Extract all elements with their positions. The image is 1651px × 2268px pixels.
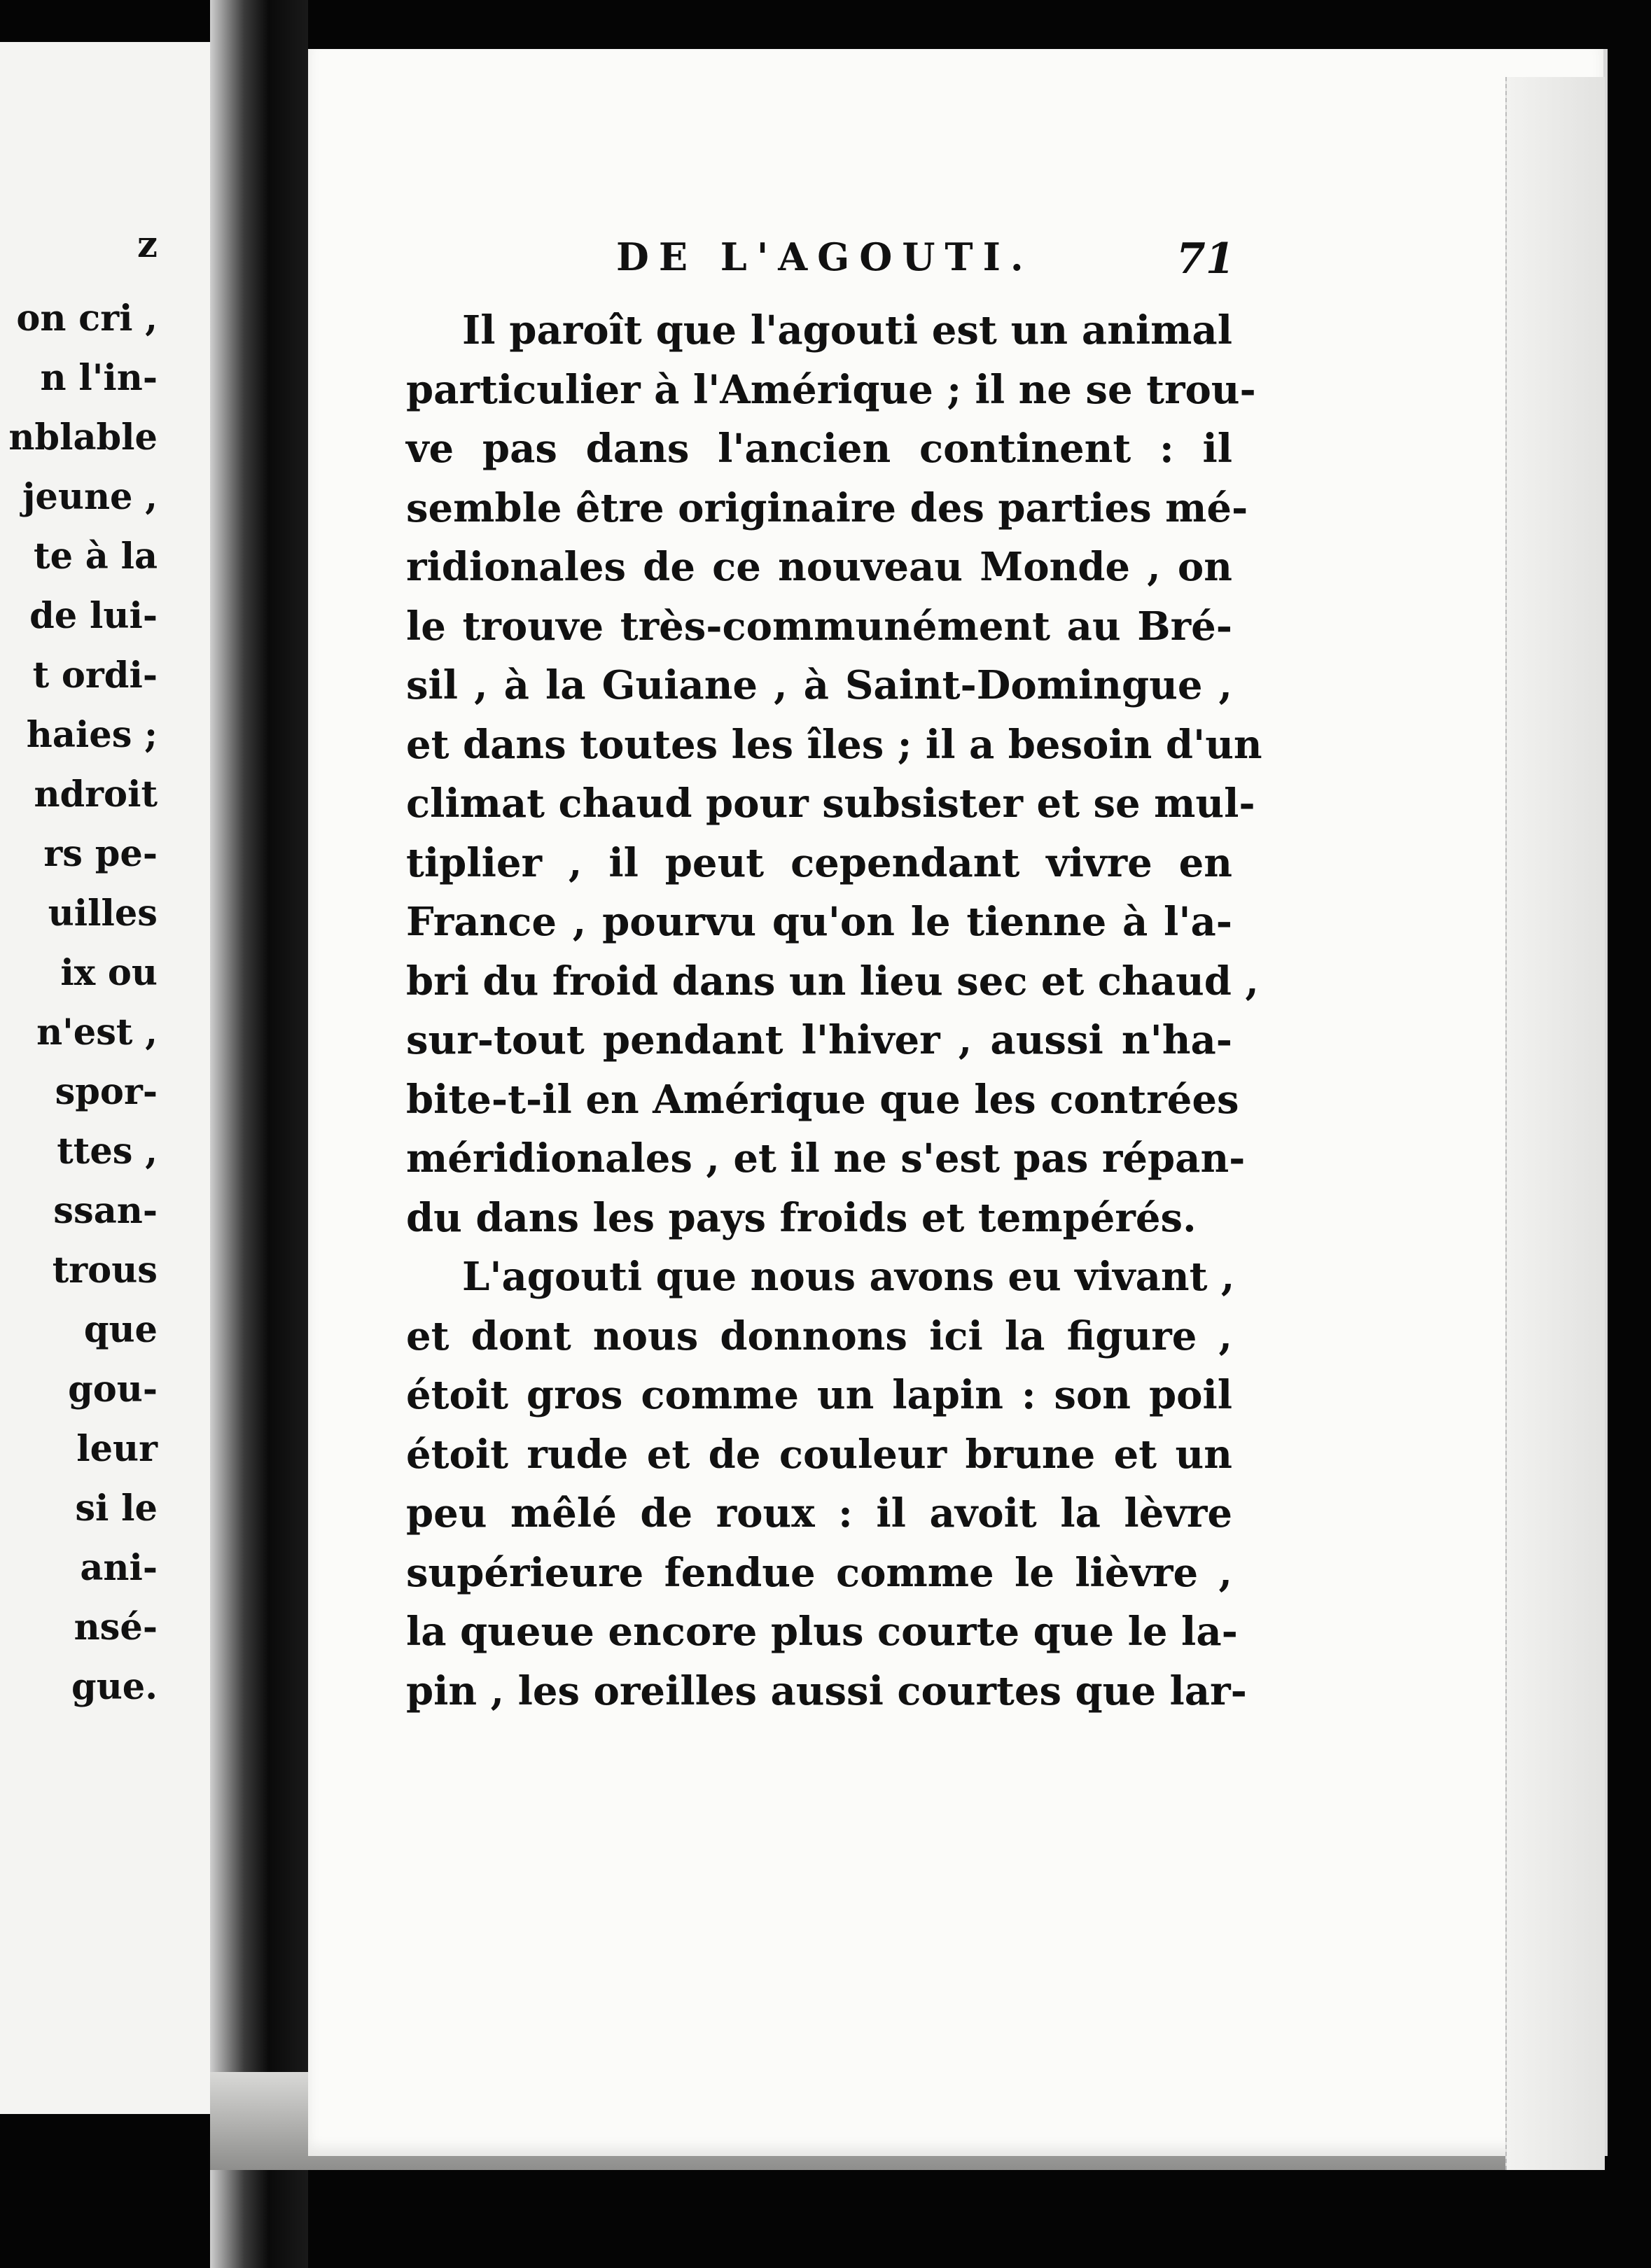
text-line: ve pas dans l'ancien continent : il xyxy=(406,426,1232,472)
fragment-line: on cri , xyxy=(16,298,158,340)
text-line: du dans les pays froids et tempérés. xyxy=(406,1194,1197,1241)
running-head: DE L'AGOUTI. xyxy=(616,234,1033,279)
fragment-line: ndroit xyxy=(34,774,158,816)
text-line: semble être originaire des parties mé- xyxy=(406,484,1248,531)
fragment-line: leur xyxy=(76,1428,158,1470)
page-edge xyxy=(1505,77,1605,2170)
text-line: bri du froid dans un lieu sec et chaud , xyxy=(406,958,1259,1004)
text-line: peu mêlé de roux : il avoit la lèvre xyxy=(406,1490,1232,1536)
fragment-line: trous xyxy=(52,1250,158,1292)
text-line: particulier à l'Amérique ; il ne se trou- xyxy=(406,366,1256,413)
fragment-line: nsé- xyxy=(74,1606,158,1648)
text-line: climat chaud pour subsister et se mul- xyxy=(406,780,1255,827)
fragment-line: ani- xyxy=(80,1547,158,1589)
book-gutter xyxy=(210,0,308,2268)
text-line: sil , à la Guiane , à Saint-Domingue , xyxy=(406,662,1232,708)
text-line: France , pourvu qu'on le tienne à l'a- xyxy=(406,899,1232,945)
text-line: la queue encore plus courte que le la- xyxy=(406,1609,1238,1655)
text-line: pin , les oreilles aussi courtes que lar- xyxy=(406,1667,1247,1714)
fragment-line: ix ou xyxy=(60,952,158,994)
text-line: Il paroît que l'agouti est un animal xyxy=(462,307,1232,354)
text-line: supérieure fendue comme le lièvre , xyxy=(406,1549,1232,1596)
fragment-line: si le xyxy=(75,1488,158,1530)
fragment-line: jeune , xyxy=(22,476,158,518)
fragment-line: n'est , xyxy=(36,1011,158,1054)
fragment-line: gue. xyxy=(71,1666,158,1708)
fragment-line: spor- xyxy=(55,1071,158,1113)
fragment-line: haies ; xyxy=(26,714,158,756)
text-line: et dont nous donnons ici la figure , xyxy=(406,1312,1232,1359)
fragment-line: de lui- xyxy=(29,595,158,637)
fragment-line: gou- xyxy=(68,1368,158,1410)
body-text xyxy=(406,301,1262,1721)
text-line: ridionales de ce nouveau Monde , on xyxy=(406,544,1232,590)
text-line: le trouve très-communément au Bré- xyxy=(406,603,1232,650)
text-line: bite-t-il en Amérique que les contrées xyxy=(406,1076,1239,1123)
text-line: sur-tout pendant l'hiver , aussi n'ha- xyxy=(406,1017,1232,1063)
fragment-line: t ordi- xyxy=(32,654,158,696)
page-header xyxy=(616,234,1246,290)
fragment-line: uilles xyxy=(48,892,158,934)
text-line: étoit rude et de couleur brune et un xyxy=(406,1431,1232,1478)
fragment-line: z xyxy=(137,224,158,266)
fragment-line: n l'in- xyxy=(40,357,158,399)
fragment-line: rs pe- xyxy=(43,833,158,875)
text-line: tiplier , il peut cependant vivre en xyxy=(406,839,1232,886)
page-number: 71 xyxy=(1176,234,1235,284)
fragment-line: ttes , xyxy=(57,1130,158,1172)
text-line: et dans toutes les îles ; il a besoin d'un xyxy=(406,721,1262,768)
fragment-line: te à la xyxy=(34,536,158,578)
fragment-line: que xyxy=(83,1309,158,1351)
fragment-line: nblable xyxy=(8,416,158,458)
text-line: méridionales , et il ne s'est pas répan- xyxy=(406,1135,1246,1182)
text-line: L'agouti que nous avons eu vivant , xyxy=(462,1254,1235,1300)
fragment-line: ssan- xyxy=(53,1190,158,1232)
text-line: étoit gros comme un lapin : son poil xyxy=(406,1372,1232,1418)
